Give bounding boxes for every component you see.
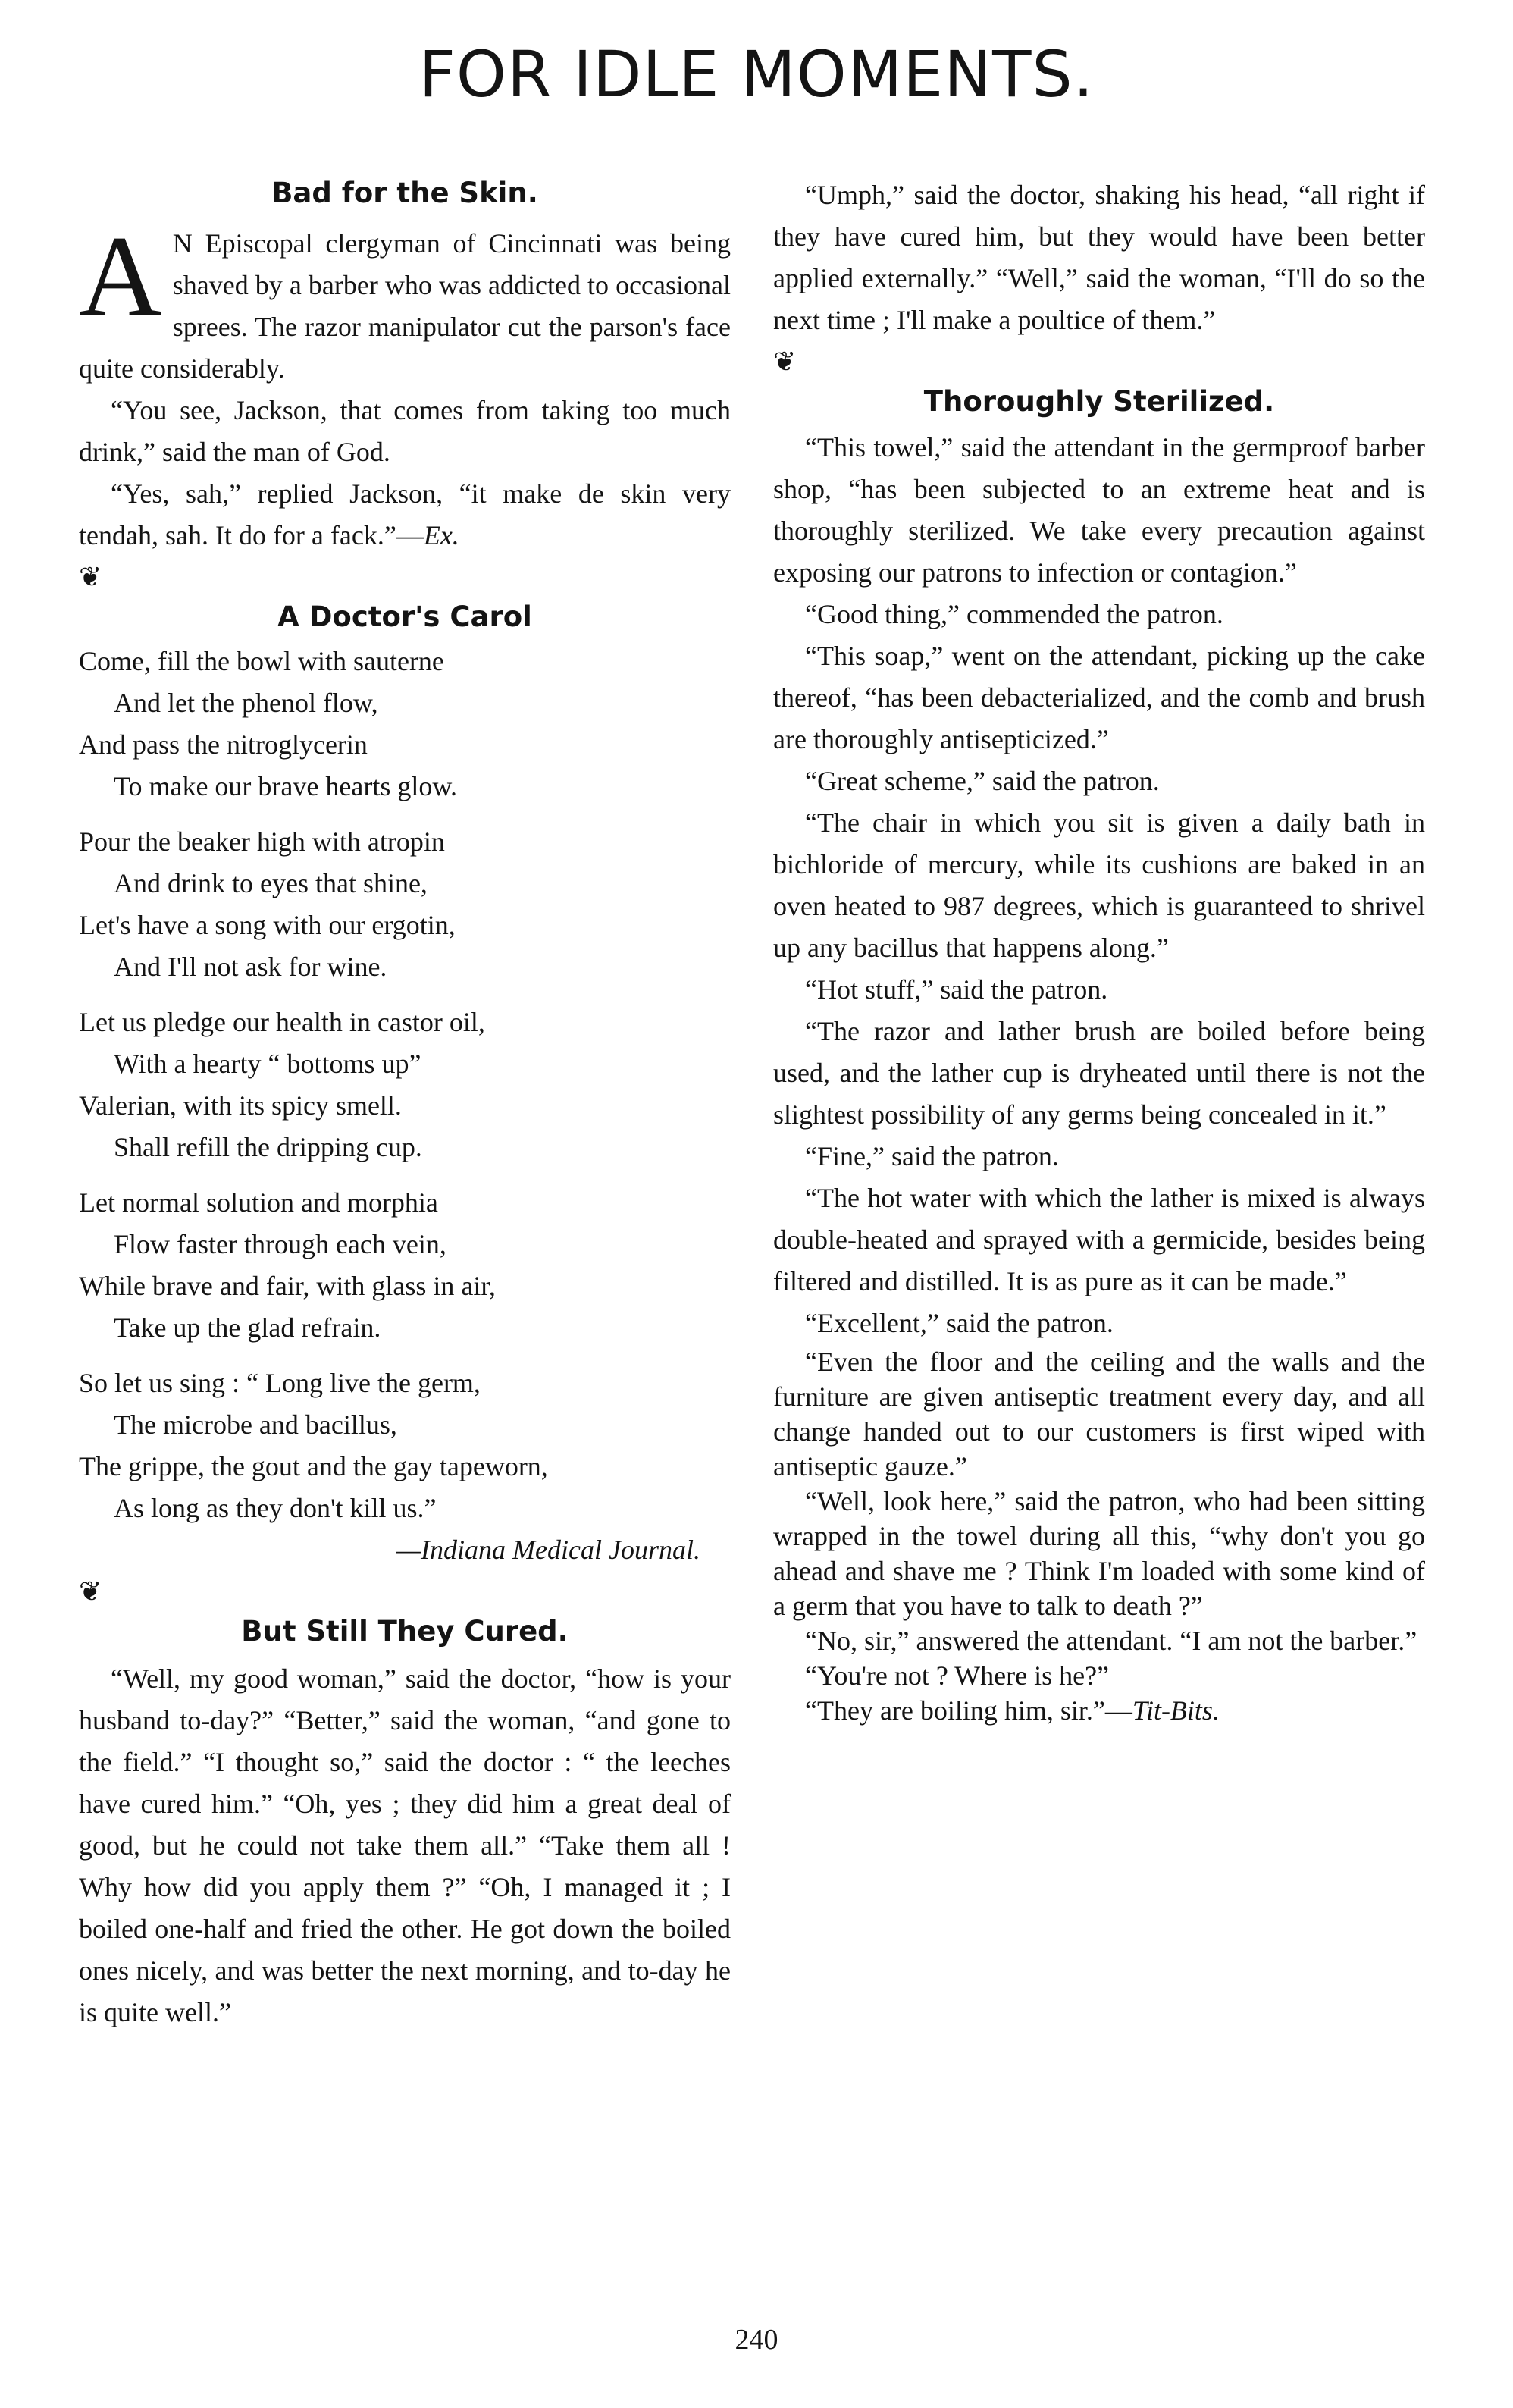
paragraph bbox=[773, 1693, 1425, 1728]
ornament-icon: ❦ bbox=[79, 1576, 102, 1607]
stanza bbox=[79, 1182, 731, 1349]
heading-doctors-carol: A Doctor's Carol bbox=[277, 600, 532, 633]
paragraph: “Fine,” said the patron. bbox=[805, 1141, 1059, 1171]
paragraph: “Umph,” said the doctor, shaking his head, “all right if they have cured him, but they would have been better applied externally.” “Well,” said the woman, “I'll do so the next time ; I'll make a poultice of them.” bbox=[773, 180, 1425, 335]
page-title: FOR IDLE MOMENTS. bbox=[418, 37, 1095, 111]
paragraph: “This towel,” said the attendant in the germproof barber shop, “has been subjected to an extreme heat and is thoroughly sterilized. We take every precaution against exposing our patrons to infection or contagion.” bbox=[773, 432, 1425, 588]
poem-line: Take up the glad refrain. bbox=[114, 1312, 381, 1343]
heading-bad-for-the-skin: Bad for the Skin. bbox=[271, 177, 538, 209]
paragraph: “Even the floor and the ceiling and the walls and the furniture are given antiseptic treatment every day, and all change handed out to our customers is first wiped with antiseptic gauze.” bbox=[773, 1347, 1425, 1481]
paragraph-text: “They are boiling him, sir.”— bbox=[805, 1695, 1132, 1726]
poem-line: And let the phenol flow, bbox=[114, 688, 378, 718]
stanza bbox=[79, 1362, 731, 1529]
paragraph: “Excellent,” said the patron. bbox=[805, 1308, 1114, 1338]
right-column bbox=[773, 174, 1425, 1728]
poem-line: Come, fill the bowl with sauterne bbox=[79, 646, 444, 676]
paragraph-text: “Yes, sah,” replied Jackson, “it make de skin very tendah, sah. It do for a fack.”— bbox=[79, 478, 731, 550]
poem-line: Shall refill the dripping cup. bbox=[114, 1132, 422, 1162]
heading-thoroughly-sterilized: Thoroughly Sterilized. bbox=[923, 385, 1275, 418]
poem-line: And drink to eyes that shine, bbox=[114, 868, 428, 898]
poem-line: Let's have a song with our ergotin, bbox=[79, 910, 456, 940]
stanza bbox=[79, 641, 731, 807]
heading-but-still-they-cured: But Still They Cured. bbox=[241, 1615, 569, 1648]
poem-line: And I'll not ask for wine. bbox=[114, 952, 387, 982]
poem-line: So let us sing : “ Long live the germ, bbox=[79, 1368, 481, 1398]
poem-line: As long as they don't kill us.” bbox=[114, 1493, 437, 1523]
left-column bbox=[79, 174, 731, 2033]
ornament-icon: ❦ bbox=[79, 562, 102, 592]
paragraph: “The chair in which you sit is given a daily bath in bichloride of mercury, while its cushions are baked in an oven heated to 987 degrees, which is guaranteed to shrivel up any bacillus that happens along.” bbox=[773, 807, 1425, 963]
paragraph: “No, sir,” answered the attendant. “I am not the barber.” bbox=[805, 1626, 1417, 1656]
paragraph: “Good thing,” commended the patron. bbox=[805, 599, 1223, 629]
paragraph: “Well, my good woman,” said the doctor, “how is your husband to-day?” “Better,” said the woman, “and gone to the field.” “I thought so,” said the doctor : “ the leeches have cured him.” “Oh, yes ; they did him a great deal of good, but he could not take them all.” “Take them all ! Why how did you apply them ?” “Oh, I managed it ; I boiled one-half and fried the other. He got down the boiled ones nicely, and was better the next morning, and to-day he is quite well.” bbox=[79, 1663, 731, 2027]
article-thoroughly-sterilized bbox=[773, 427, 1425, 1728]
poem bbox=[79, 641, 731, 1529]
paragraph: “Well, look here,” said the patron, who had been sitting wrapped in the towel during all this, “why don't you go ahead and shave me ? Think I'm loaded with some kind of a germ that you have to talk to death ?” bbox=[773, 1486, 1425, 1621]
poem-line: And pass the nitroglycerin bbox=[79, 729, 368, 760]
poem-line: To make our brave hearts glow. bbox=[114, 771, 457, 801]
paragraph: “You see, Jackson, that comes from taking too much drink,” said the man of God. bbox=[79, 395, 731, 467]
poem-line: Pour the beaker high with atropin bbox=[79, 826, 445, 857]
article-bad-for-the-skin bbox=[79, 223, 731, 390]
paragraph: “This soap,” went on the attendant, picking up the cake thereof, “has been debacterialized, and the comb and brush are thoroughly antisepticized.” bbox=[773, 641, 1425, 754]
poem-line: The microbe and bacillus, bbox=[114, 1409, 397, 1440]
drop-cap: A bbox=[79, 223, 162, 340]
poem-line: Valerian, with its spicy smell. bbox=[79, 1090, 402, 1121]
source-citation: Tit-Bits. bbox=[1132, 1695, 1220, 1726]
page-number: 240 bbox=[735, 2324, 778, 2356]
paragraph: “You're not ? Where is he?” bbox=[805, 1660, 1110, 1691]
poem-line: Flow faster through each vein, bbox=[114, 1229, 446, 1259]
paragraph: “The razor and lather brush are boiled before being used, and the lather cup is dryheated until there is not the slightest possibility of any germs being concealed in it.” bbox=[773, 1016, 1425, 1130]
poem-line: Let us pledge our health in castor oil, bbox=[79, 1007, 485, 1037]
paragraph bbox=[79, 473, 731, 557]
source-citation: Ex. bbox=[423, 520, 459, 550]
paragraph: “Hot stuff,” said the patron. bbox=[805, 974, 1108, 1005]
paragraph: N Episcopal clergyman of Cincinnati was being shaved by a barber who was addicted to occasional sprees. The razor manipulator cut the parson's face quite considerably. bbox=[79, 228, 731, 384]
stanza bbox=[79, 821, 731, 988]
paragraph: “The hot water with which the lather is mixed is always double-heated and sprayed with a germicide, besides being filtered and distilled. It is as pure as it can be made.” bbox=[773, 1183, 1425, 1296]
source-citation: —Indiana Medical Journal. bbox=[396, 1535, 700, 1565]
poem-line: With a hearty “ bottoms up” bbox=[114, 1049, 421, 1079]
paragraph: “Great scheme,” said the patron. bbox=[805, 766, 1160, 796]
poem-line: While brave and fair, with glass in air, bbox=[79, 1271, 496, 1301]
ornament-icon: ❦ bbox=[773, 346, 797, 377]
stanza bbox=[79, 1002, 731, 1168]
poem-line: Let normal solution and morphia bbox=[79, 1187, 438, 1218]
poem-line: The grippe, the gout and the gay tapeworn, bbox=[79, 1451, 548, 1481]
